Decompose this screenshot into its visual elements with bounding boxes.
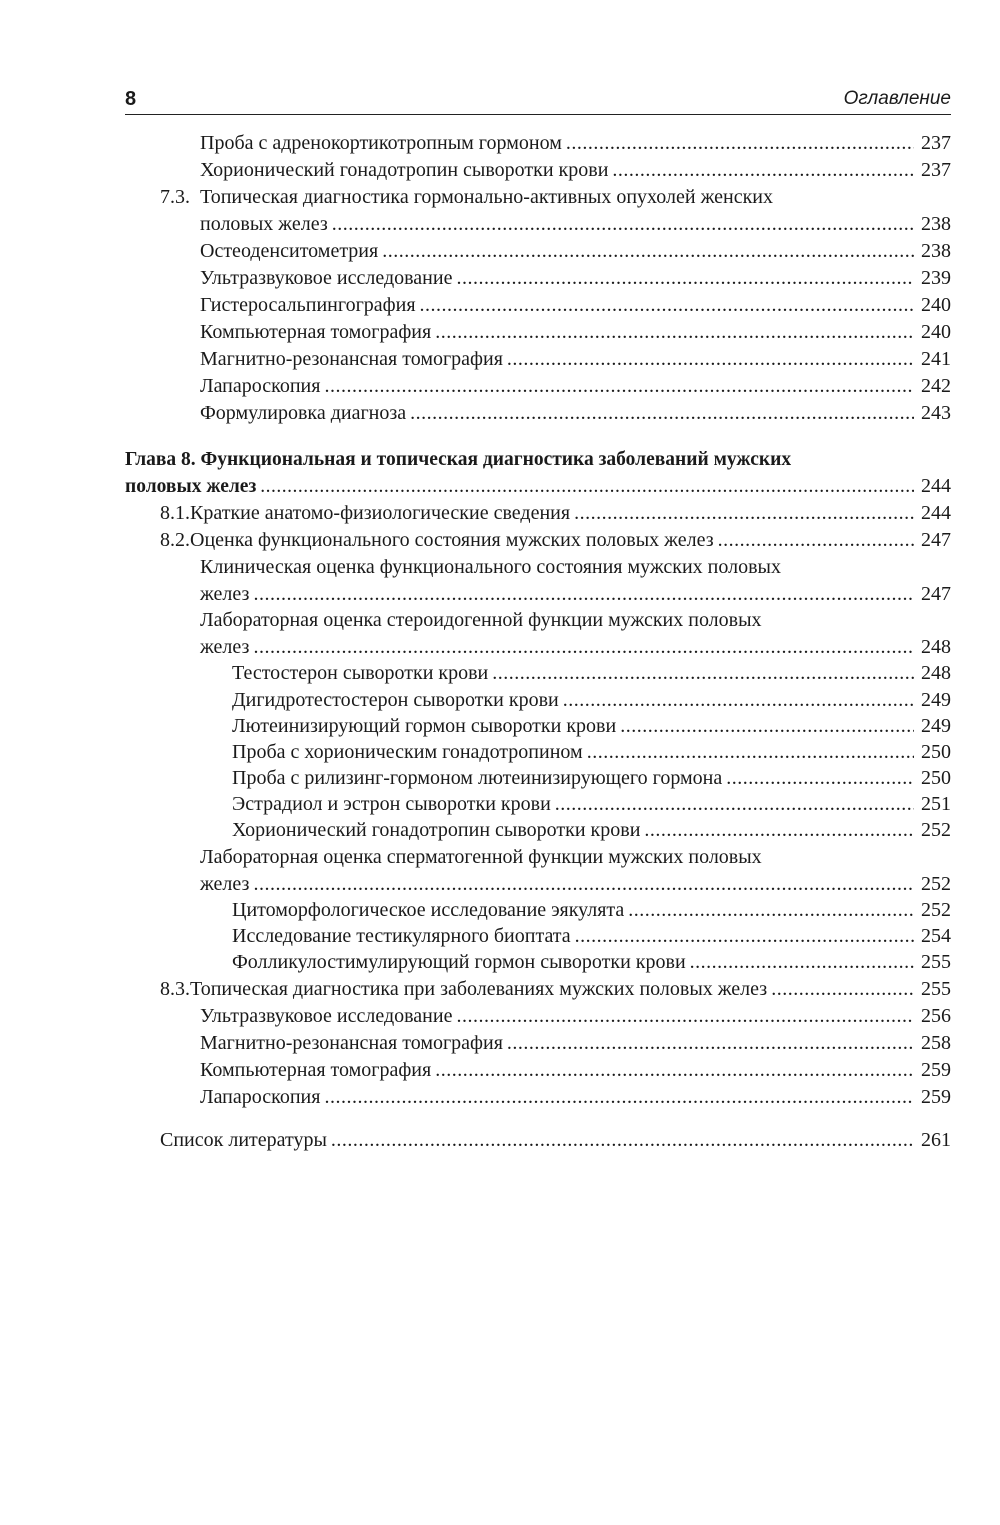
toc-section-number: 8.2. <box>160 529 190 551</box>
toc-entry-title: Ультразвуковое исследование <box>200 267 453 289</box>
toc-chapter-title: половых желез <box>125 476 257 497</box>
leader-dots <box>507 346 914 373</box>
toc-subentry[interactable] <box>232 660 951 687</box>
toc-entry-page: 255 <box>921 951 951 973</box>
toc-entry-title-line1: Клиническая оценка функционального состояния мужских половых <box>200 556 781 578</box>
leader-dots <box>690 949 914 976</box>
leader-dots <box>435 1057 914 1084</box>
toc-section-entry[interactable] <box>160 184 951 238</box>
leader-dots <box>492 660 914 687</box>
leader-dots <box>324 373 914 400</box>
toc-entry-title: Краткие анатомо-физиологические сведения <box>190 502 571 524</box>
toc-entry-title: Лапароскопия <box>200 1086 321 1108</box>
toc-subentry[interactable] <box>232 765 951 792</box>
running-title: Оглавление <box>843 88 951 109</box>
toc-entry-title: Эстрадиол и эстрон сыворотки крови <box>232 793 551 815</box>
toc-entry-title: Тестостерон сыворотки крови <box>232 662 489 684</box>
toc-entry-title: Магнитно-резонансная томография <box>200 1032 503 1054</box>
toc-entry-page: 249 <box>921 689 951 711</box>
toc-entry[interactable] <box>200 554 951 608</box>
leader-dots <box>563 687 914 714</box>
toc-subentry[interactable] <box>232 713 951 740</box>
toc-entry-title: половых желез <box>200 213 328 235</box>
leader-dots <box>507 1030 914 1057</box>
leader-dots <box>628 897 914 924</box>
toc-entry-page: 237 <box>921 159 951 181</box>
toc-entry-page: 252 <box>921 873 951 895</box>
toc-subentry[interactable] <box>232 923 951 950</box>
toc-entry-page: 243 <box>921 402 951 424</box>
leader-dots <box>718 527 914 554</box>
toc-entry[interactable] <box>200 373 951 400</box>
toc-entry-page: 252 <box>921 819 951 841</box>
toc-entry[interactable] <box>200 1003 951 1030</box>
leader-dots <box>324 1084 914 1111</box>
leader-dots <box>726 765 914 792</box>
toc-entry-page: 240 <box>921 321 951 343</box>
toc-entry[interactable] <box>200 1030 951 1057</box>
page-header <box>125 86 951 115</box>
toc-entry-page: 256 <box>921 1005 951 1027</box>
toc-entry-title-line1: Топическая диагностика гормонально-активных опухолей женских <box>200 186 773 208</box>
toc-entry-title: Цитоморфологическое исследование эякулята <box>232 899 625 921</box>
leader-dots <box>253 581 914 608</box>
toc-entry-title: Хорионический гонадотропин сыворотки крови <box>232 819 641 841</box>
toc-entry-title: Дигидротестостерон сыворотки крови <box>232 689 559 711</box>
toc-entry-title: Фолликулостимулирующий гормон сыворотки крови <box>232 951 686 973</box>
toc-entry-title: желез <box>200 636 250 658</box>
toc-entry-page: 239 <box>921 267 951 289</box>
toc-section-number: 7.3. <box>160 186 190 208</box>
toc-entry-title-line1: Лабораторная оценка стероидогенной функции мужских половых <box>200 609 762 631</box>
leader-dots <box>620 713 914 740</box>
toc-entry-page: 252 <box>921 899 951 921</box>
toc-entry[interactable] <box>200 130 951 157</box>
toc-chapter-entry[interactable] <box>125 446 951 500</box>
page-number: 8 <box>125 88 137 110</box>
leader-dots <box>260 473 914 500</box>
toc-entry-page: 251 <box>921 793 951 815</box>
toc-entry-title: желез <box>200 583 250 605</box>
toc-entry-title: Магнитно-резонансная томография <box>200 348 503 370</box>
toc-section-entry[interactable] <box>160 500 951 527</box>
leader-dots <box>331 1127 914 1154</box>
toc-entry-title: Гистеросальпингография <box>200 294 416 316</box>
leader-dots <box>574 500 914 527</box>
leader-dots <box>555 791 914 818</box>
toc-entry[interactable] <box>200 292 951 319</box>
toc-entry-page: 240 <box>921 294 951 316</box>
leader-dots <box>382 238 914 265</box>
leader-dots <box>435 319 914 346</box>
leader-dots <box>587 739 914 766</box>
toc-entry-page: 259 <box>921 1059 951 1081</box>
toc-entry-page: 237 <box>921 132 951 154</box>
toc-entry-page: 247 <box>921 529 951 551</box>
leader-dots <box>612 157 914 184</box>
toc-section-number: 8.1. <box>160 502 190 524</box>
toc-entry-page: 242 <box>921 375 951 397</box>
toc-entry[interactable] <box>200 400 951 427</box>
toc-entry[interactable] <box>200 319 951 346</box>
toc-entry-page: 238 <box>921 240 951 262</box>
toc-entry-title: Остеоденситометрия <box>200 240 379 262</box>
toc-entry-page: 248 <box>921 662 951 684</box>
toc-entry-title: Топическая диагностика при заболеваниях мужских половых желез <box>190 978 768 1000</box>
leader-dots <box>456 265 914 292</box>
toc-entry-title: Проба с хорионическим гонадотропином <box>232 741 583 763</box>
toc-entry-title-line1: Лабораторная оценка сперматогенной функции мужских половых <box>200 846 762 868</box>
toc-entry[interactable] <box>200 1057 951 1084</box>
toc-subentry[interactable] <box>232 791 951 818</box>
toc-entry-page: 259 <box>921 1086 951 1108</box>
toc-entry-title: Лютеинизирующий гормон сыворотки крови <box>232 715 617 737</box>
toc-entry-page: 249 <box>921 715 951 737</box>
toc-entry[interactable] <box>200 265 951 292</box>
toc-entry-title: Проба с адренокортикотропным гормоном <box>200 132 562 154</box>
toc-entry-title: Ультразвуковое исследование <box>200 1005 453 1027</box>
toc-entry[interactable] <box>200 607 951 661</box>
toc-section-number: 8.3. <box>160 978 190 1000</box>
leader-dots <box>253 634 914 661</box>
toc-entry[interactable] <box>200 346 951 373</box>
leader-dots <box>456 1003 914 1030</box>
toc-entry-title: Компьютерная томография <box>200 321 432 343</box>
toc-entry-title: Оценка функционального состояния мужских половых желез <box>190 529 714 551</box>
toc-subentry[interactable] <box>232 687 951 714</box>
toc-bibliography-entry[interactable] <box>160 1127 951 1154</box>
toc-entry-page: 248 <box>921 636 951 658</box>
toc-subentry[interactable] <box>232 897 951 924</box>
leader-dots <box>771 976 914 1003</box>
leader-dots <box>332 211 914 238</box>
toc-entry-page: 250 <box>921 741 951 763</box>
toc-entry[interactable] <box>200 157 951 184</box>
leader-dots <box>644 817 914 844</box>
toc-entry-title: Хорионический гонадотропин сыворотки крови <box>200 159 609 181</box>
toc-entry-page: 247 <box>921 583 951 605</box>
toc-entry-page: 258 <box>921 1032 951 1054</box>
toc-entry-title: Исследование тестикулярного биоптата <box>232 925 571 947</box>
leader-dots <box>410 400 914 427</box>
toc-entry-title: Список литературы <box>160 1129 327 1151</box>
leader-dots <box>420 292 914 319</box>
toc-entry[interactable] <box>200 1084 951 1111</box>
toc-entry[interactable] <box>200 844 951 898</box>
toc-subentry[interactable] <box>232 739 951 766</box>
toc-entry-page: 241 <box>921 348 951 370</box>
toc-entry-page: 244 <box>921 475 951 497</box>
toc-entry-title: желез <box>200 873 250 895</box>
toc-chapter-title-line1: Глава 8. Функциональная и топическая диагностика заболеваний мужских <box>125 449 792 470</box>
toc-entry-page: 261 <box>921 1129 951 1151</box>
toc-section-entry[interactable] <box>160 527 951 554</box>
toc-entry-page: 255 <box>921 978 951 1000</box>
leader-dots <box>253 871 914 898</box>
toc-entry-title: Формулировка диагноза <box>200 402 407 424</box>
toc-entry-title: Проба с рилизинг-гормоном лютеинизирующего гормона <box>232 767 723 789</box>
toc-entry-page: 250 <box>921 767 951 789</box>
toc-entry[interactable] <box>200 238 951 265</box>
leader-dots <box>566 130 914 157</box>
toc-section-entry[interactable] <box>160 976 951 1003</box>
toc-entry-page: 244 <box>921 502 951 524</box>
toc-subentry[interactable] <box>232 817 951 844</box>
toc-entry-page: 254 <box>921 925 951 947</box>
toc-entry-title: Компьютерная томография <box>200 1059 432 1081</box>
toc-entry-title: Лапароскопия <box>200 375 321 397</box>
toc-entry-page: 238 <box>921 213 951 235</box>
toc-subentry[interactable] <box>232 949 951 976</box>
leader-dots <box>575 923 914 950</box>
